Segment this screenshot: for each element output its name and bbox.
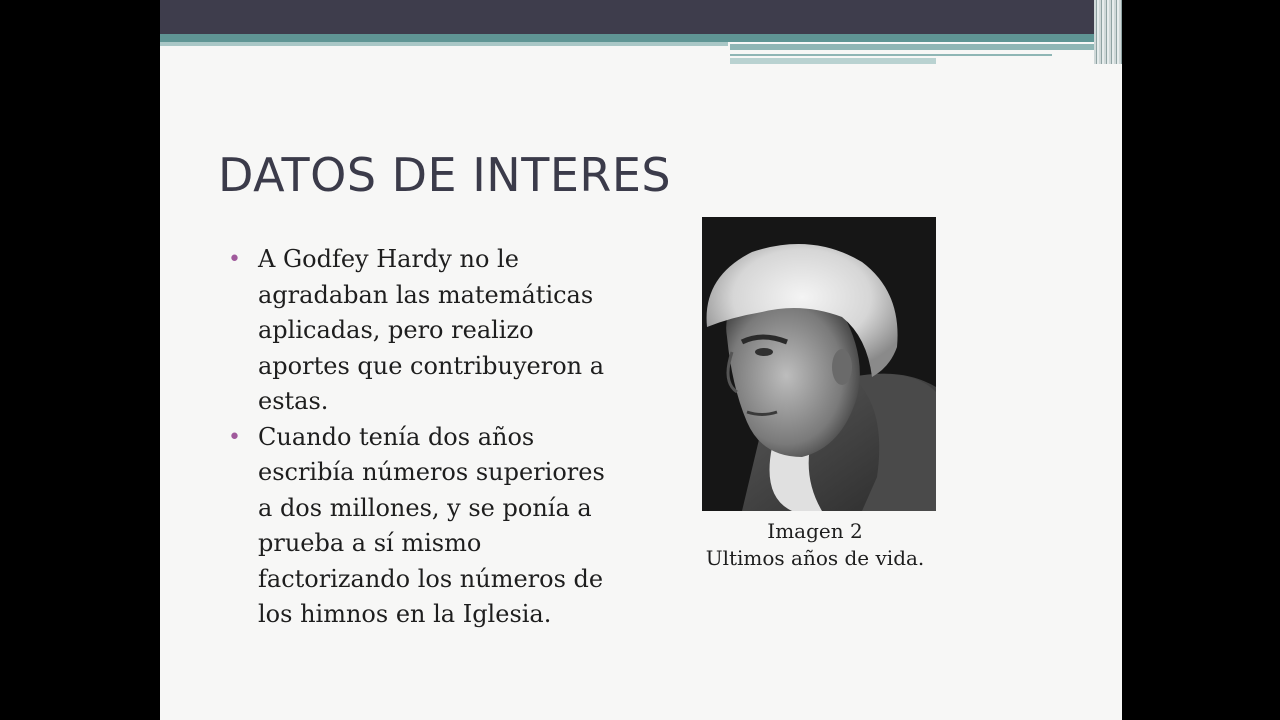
bullet-text: A Godfey Hardy no le agradaban las matemáticas aplicadas, pero realizo aportes que contribuyeron a estas. [258,245,605,415]
bullet-text: Cuando tenía dos años escribía números superiores a dos millones, y se ponía a prueba a sí mismo factorizando los números de los himnos en la Iglesia. [258,422,605,628]
header-edge-stripes [1094,0,1122,64]
bullet-item [226,242,616,420]
header-step-stripe [730,54,1052,56]
image-caption [690,518,940,572]
slide [160,0,1122,720]
image-caption-line: Ultimos años de vida. [705,546,925,570]
header-bar [160,0,1122,34]
image-caption-line: Imagen 2 [767,519,863,543]
bullet-list [226,242,616,633]
bullet-marker: • [228,247,241,272]
portrait-photo [702,217,936,511]
bullet-item [226,420,616,633]
header-accent-stripe-light [160,42,728,46]
header-step-stripe [730,44,1122,50]
bullet-marker: • [228,424,241,450]
header-accent-stripe [160,34,1122,42]
slide-title: DATOS DE INTERES [218,148,672,202]
portrait-illustration [702,217,936,511]
header-step-stripe [730,58,936,64]
